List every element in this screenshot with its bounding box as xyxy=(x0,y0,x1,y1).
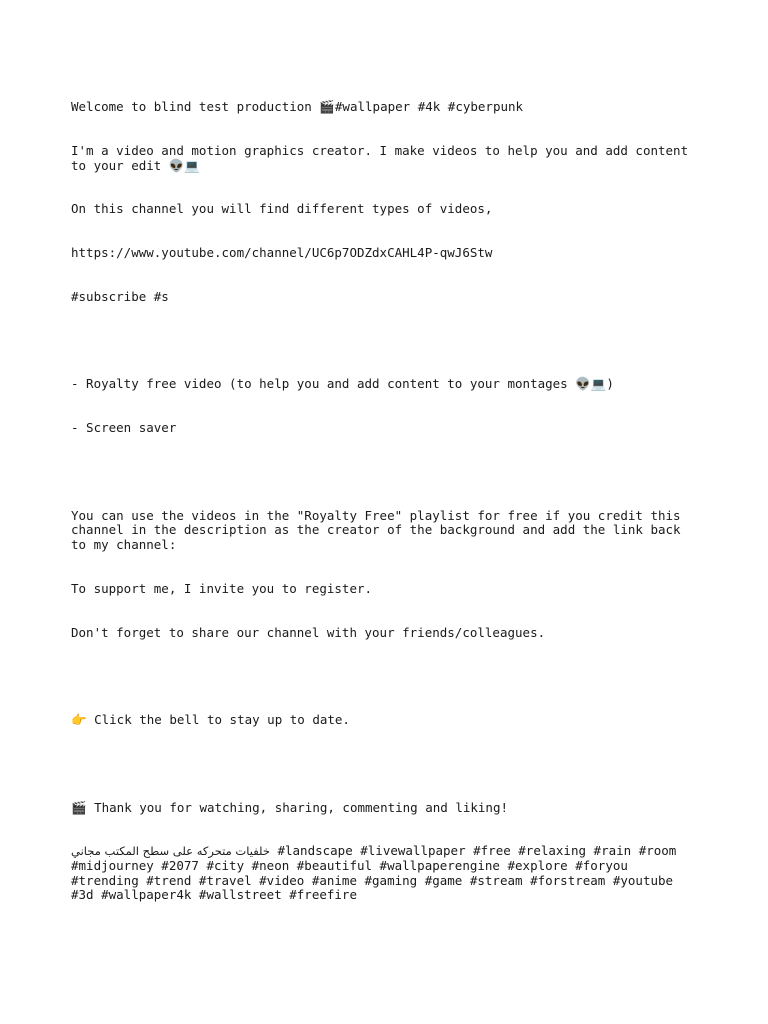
description-channel-line: On this channel you will find different types of videos, xyxy=(71,201,493,217)
bell-reminder-line: 👉 Click the bell to stay up to date. xyxy=(71,712,350,728)
screen-saver-item: - Screen saver xyxy=(71,420,177,436)
arabic-tagline: خلفيات متحركه على سطح المكتب مجاني xyxy=(71,844,270,859)
description-creator-line: I'm a video and motion graphics creator. I make videos to help you and add content to your edit 👽💻 xyxy=(71,142,696,173)
blank-line xyxy=(71,465,701,480)
blank-line xyxy=(71,334,701,349)
hashtag-list[interactable]: #landscape #livewallpaper #free #relaxing #rain #room #midjourney #2077 #city #neon #beautiful #wallpaperengine #explore #foryou #trending #trend #travel #video #anime #gaming #game #stream #forstream #youtube #3d #wallpaper4k #wallstreet #freefire xyxy=(71,843,684,903)
support-line: To support me, I invite you to register. xyxy=(71,580,373,596)
blank-line xyxy=(71,757,701,772)
thanks-line: 🎬 Thank you for watching, sharing, commenting and liking! xyxy=(71,799,508,815)
blank-line xyxy=(71,669,701,684)
license-paragraph: You can use the videos in the "Royalty Free" playlist for free if you credit this channel in the description as the creator of the background and add the link back to my channel: xyxy=(71,507,689,552)
hashtags-block xyxy=(71,844,701,902)
description-intro-line: Welcome to blind test production 🎬#wallpaper #4k #cyberpunk xyxy=(71,99,524,115)
royalty-free-item: - Royalty free video (to help you and add content to your montages 👽💻) xyxy=(71,376,614,392)
channel-link[interactable]: https://www.youtube.com/channel/UC6p7ODZdxCAHL4P-qwJ6Stw xyxy=(71,245,493,261)
subscribe-hashtags[interactable]: #subscribe #s xyxy=(71,288,169,304)
share-line: Don't forget to share our channel with your friends/colleagues. xyxy=(71,624,546,640)
video-description xyxy=(71,71,701,932)
